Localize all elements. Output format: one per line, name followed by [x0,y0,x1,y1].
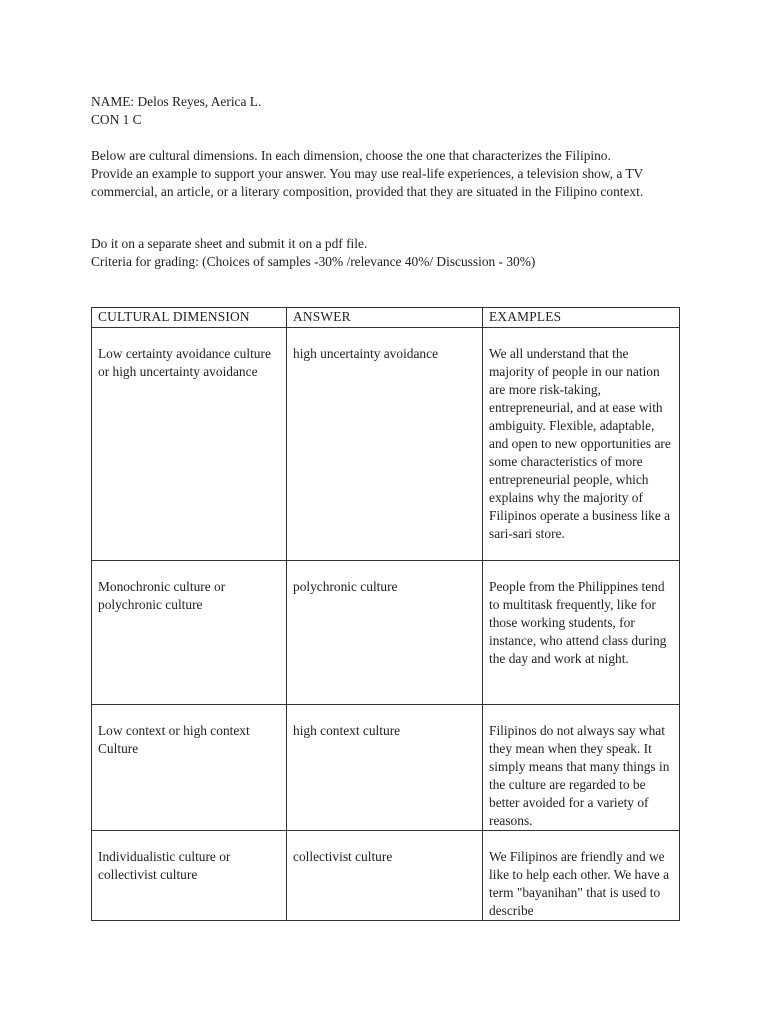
example-cell [483,561,680,705]
column-header-dimension: CULTURAL DIMENSION [92,308,287,328]
grading-criteria: Criteria for grading: (Choices of samples -30% /relevance 40%/ Discussion - 30%) [91,254,536,269]
dimension-cell [92,328,287,561]
table-row [92,705,680,831]
example-text: We all understand that the majority of people in our nation are more risk-taking, entrepreneurial, and at ease with ambiguity. Flexible, adaptable, and open to new opportunities are some characteristics of more entrepreneurial people, which explains why the majority of Filipinos operate a business like a sari-sari store. [489,346,671,541]
example-text: Filipinos do not always say what they mean when they speak. It simply means that many things in the culture are regarded to be better avoided for a variety of reasons. [489,723,670,828]
instructions-paragraph: Below are cultural dimensions. In each dimension, choose the one that characterizes the Filipino. Provide an example to support your answer. You may use real-life experiences, a television show, a TV commercial, an article, or a literary composition, provided that they are situated in the Filipino context. [91,148,644,199]
example-text: We Filipinos are friendly and we like to help each other. We have a term "bayanihan" that is used to describe [489,849,670,918]
example-cell [483,831,680,921]
dimension-cell [92,831,287,921]
column-header-answer: ANSWER [287,308,483,328]
cultural-dimensions-table [91,307,680,921]
table-row [92,561,680,705]
example-text: People from the Philippines tend to multitask frequently, like for those working students, for instance, who attend class during the day and work at night. [489,579,667,666]
table-header-row [92,308,680,328]
example-cell [483,705,680,831]
student-class: CON 1 C [91,112,142,127]
dimension-text: Low context or high context Culture [98,723,250,756]
instructions-block [91,147,651,201]
column-header-examples: EXAMPLES [483,308,680,328]
answer-cell [287,328,483,561]
student-header [91,93,691,129]
table-row [92,831,680,921]
example-cell [483,328,680,561]
answer-cell [287,561,483,705]
submission-block [91,235,671,271]
table-row [92,328,680,561]
submit-instruction: Do it on a separate sheet and submit it on a pdf file. [91,236,368,251]
dimension-text: Low certainty avoidance culture or high uncertainty avoidance [98,346,271,379]
answer-text: high uncertainty avoidance [293,346,439,361]
answer-cell [287,705,483,831]
dimension-cell [92,705,287,831]
dimension-text: Individualistic culture or collectivist culture [98,849,231,882]
answer-cell [287,831,483,921]
student-name: NAME: Delos Reyes, Aerica L. [91,94,262,109]
dimension-cell [92,561,287,705]
dimension-text: Monochronic culture or polychronic culture [98,579,226,612]
answer-text: high context culture [293,723,401,738]
answer-text: collectivist culture [293,849,393,864]
answer-text: polychronic culture [293,579,398,594]
